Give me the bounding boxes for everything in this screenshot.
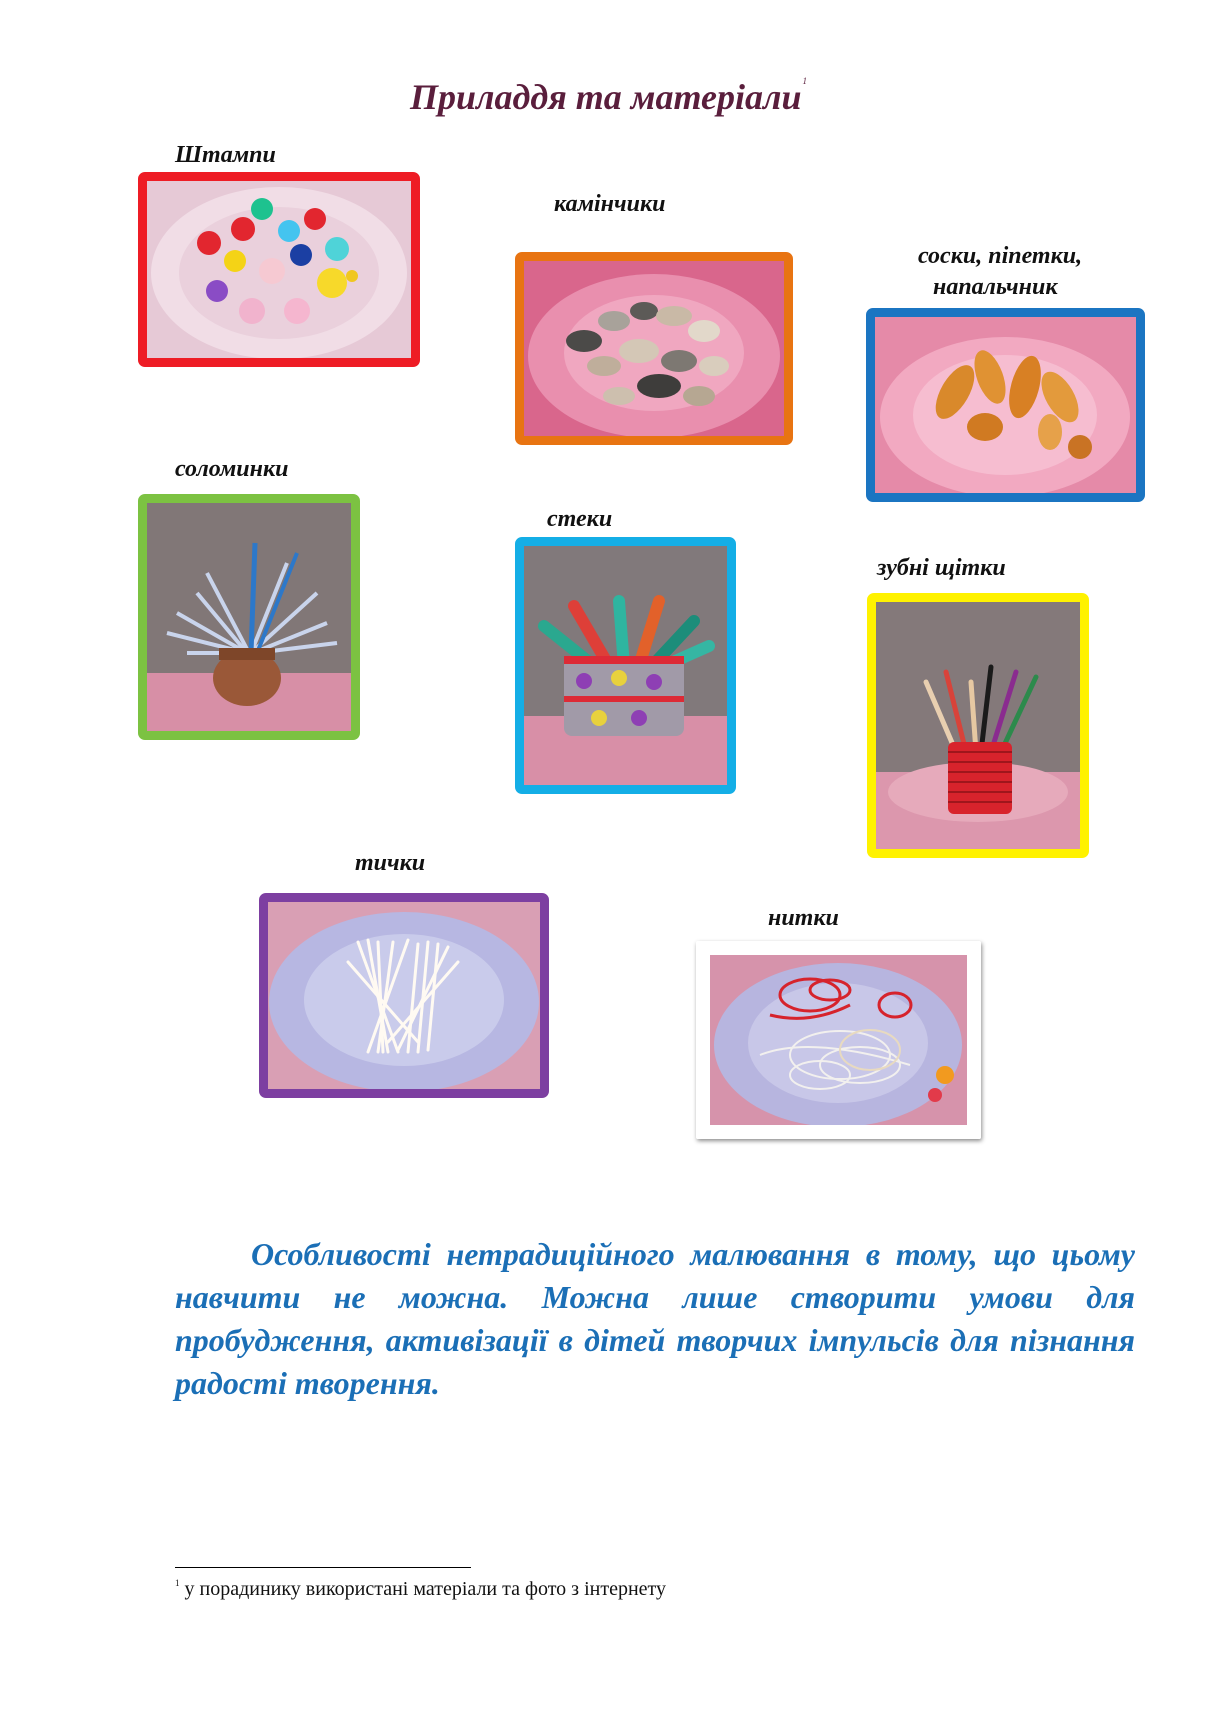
photo-cotton-swabs [259, 893, 549, 1098]
label-toothbrushes: зубні щітки [877, 555, 1006, 581]
footnote-text: у порадинику використані матеріали та фото з інтернету [184, 1578, 667, 1600]
label-straws: соломинки [175, 456, 289, 482]
label-pacifiers-line1: соски, піпетки, [918, 243, 1083, 269]
photo-toothbrushes [867, 593, 1089, 858]
footnote-mark: 1 [175, 1578, 180, 1588]
label-pacifiers-line2: напальчник [933, 274, 1058, 300]
pebbles-photo-image [524, 261, 784, 436]
toothbrushes-photo-image [876, 602, 1080, 849]
threads-photo-image [710, 955, 967, 1125]
straws-photo-image [147, 503, 351, 731]
stamps-photo-image [147, 181, 411, 358]
label-cotton-swabs: тички [355, 850, 426, 876]
cotton-swabs-photo-image [268, 902, 540, 1089]
label-threads: нитки [768, 905, 839, 931]
stacks-photo-image [524, 546, 727, 785]
footnote [175, 1578, 666, 1601]
photo-pacifiers [866, 308, 1145, 502]
footnote-reference: 1 [802, 76, 807, 86]
photo-straws [138, 494, 360, 740]
page-title-text: Приладдя та матеріали [410, 77, 802, 117]
photo-pebbles [515, 252, 793, 445]
photo-threads [696, 941, 981, 1139]
label-stamps: Штампи [175, 142, 276, 168]
pacifiers-photo-image [875, 317, 1136, 493]
main-paragraph: Особливості нетрадиційного малювання в тому, що цьому навчити не можна. Можна лише створити умови для пробудження, активізації в дітей творчих імпульсів для пізнання радості творення. [175, 1236, 1135, 1401]
photo-stacks [515, 537, 736, 794]
label-pebbles: камінчики [554, 191, 666, 217]
page-title [0, 76, 1217, 118]
footnote-divider [175, 1567, 471, 1568]
label-stacks: стеки [547, 506, 613, 532]
photo-stamps [138, 172, 420, 367]
